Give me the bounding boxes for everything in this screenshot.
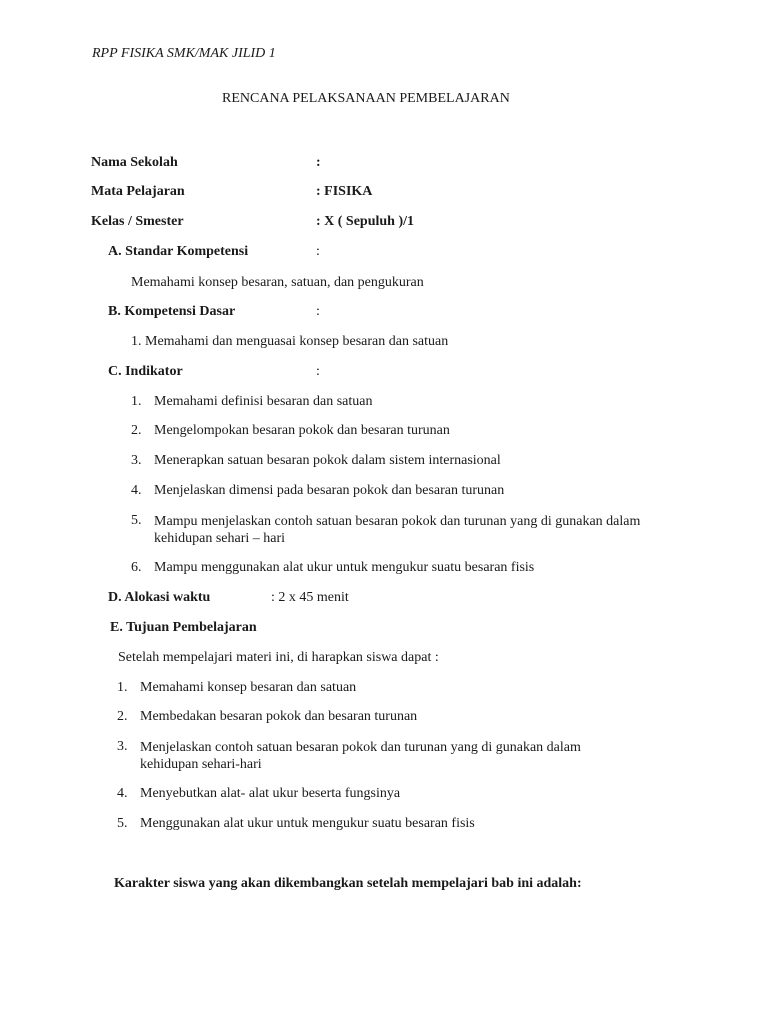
objective-num-1: 1.	[117, 680, 128, 695]
objective-text-4: Menyebutkan alat- alat ukur beserta fungsinya	[140, 786, 401, 801]
objective-num-2: 2.	[117, 709, 128, 724]
section-e-intro: Setelah mempelajari materi ini, di harapkan siswa dapat :	[118, 650, 439, 665]
objective-num-3: 3.	[117, 739, 128, 754]
section-d-value: : 2 x 45 menit	[271, 590, 349, 605]
indicator-text-5: Mampu menjelaskan contoh satuan besaran pokok dan turunan yang di gunakan dalam kehidupan sehari – hari	[154, 514, 641, 546]
section-b-text: 1. Memahami dan menguasai konsep besaran dan satuan	[131, 334, 449, 349]
indicator-text-6: Mampu menggunakan alat ukur untuk mengukur suatu besaran fisis	[154, 560, 535, 575]
info-label-class: Kelas / Smester	[91, 214, 184, 229]
indicator-text-2: Mengelompokan besaran pokok dan besaran turunan	[154, 423, 450, 438]
document-title: RENCANA PELAKSANAAN PEMBELAJARAN	[222, 91, 510, 106]
objective-num-4: 4.	[117, 786, 128, 801]
section-c-colon: :	[316, 364, 320, 379]
indicator-num-2: 2.	[131, 423, 142, 438]
section-a-colon: :	[316, 244, 320, 259]
objective-text-5: Menggunakan alat ukur untuk mengukur suatu besaran fisis	[140, 816, 475, 831]
section-b-heading: B. Kompetensi Dasar	[108, 304, 236, 319]
info-value-school: :	[316, 155, 321, 170]
section-a-heading: A. Standar Kompetensi	[108, 244, 249, 259]
indicator-text-4: Menjelaskan dimensi pada besaran pokok dan besaran turunan	[154, 483, 505, 498]
section-a-text: Memahami konsep besaran, satuan, dan pengukuran	[131, 275, 424, 290]
indicator-num-1: 1.	[131, 394, 142, 409]
indicator-text-3: Menerapkan satuan besaran pokok dalam sistem internasional	[154, 453, 501, 468]
section-b-colon: :	[316, 304, 320, 319]
karakter-heading: Karakter siswa yang akan dikembangkan setelah mempelajari bab ini adalah:	[114, 876, 582, 891]
info-label-school: Nama Sekolah	[91, 155, 178, 170]
indicator-num-6: 6.	[131, 560, 142, 575]
indicator-num-4: 4.	[131, 483, 142, 498]
indicator-num-5: 5.	[131, 513, 142, 528]
objective-text-1: Memahami konsep besaran dan satuan	[140, 680, 357, 695]
section-e-heading: E. Tujuan Pembelajaran	[110, 620, 257, 635]
document-header: RPP FISIKA SMK/MAK JILID 1	[92, 46, 276, 61]
section-d-heading: D. Alokasi waktu	[108, 590, 211, 605]
info-value-subject: : FISIKA	[316, 184, 373, 199]
objective-text-2: Membedakan besaran pokok dan besaran turunan	[140, 709, 418, 724]
section-c-heading: C. Indikator	[108, 364, 183, 379]
objective-text-3: Menjelaskan contoh satuan besaran pokok dan turunan yang di gunakan dalam kehidupan sehari-hari	[140, 740, 581, 772]
indicator-num-3: 3.	[131, 453, 142, 468]
info-label-subject: Mata Pelajaran	[91, 184, 185, 199]
info-value-class: : X ( Sepuluh )/1	[316, 214, 415, 229]
objective-num-5: 5.	[117, 816, 128, 831]
indicator-text-1: Memahami definisi besaran dan satuan	[154, 394, 373, 409]
